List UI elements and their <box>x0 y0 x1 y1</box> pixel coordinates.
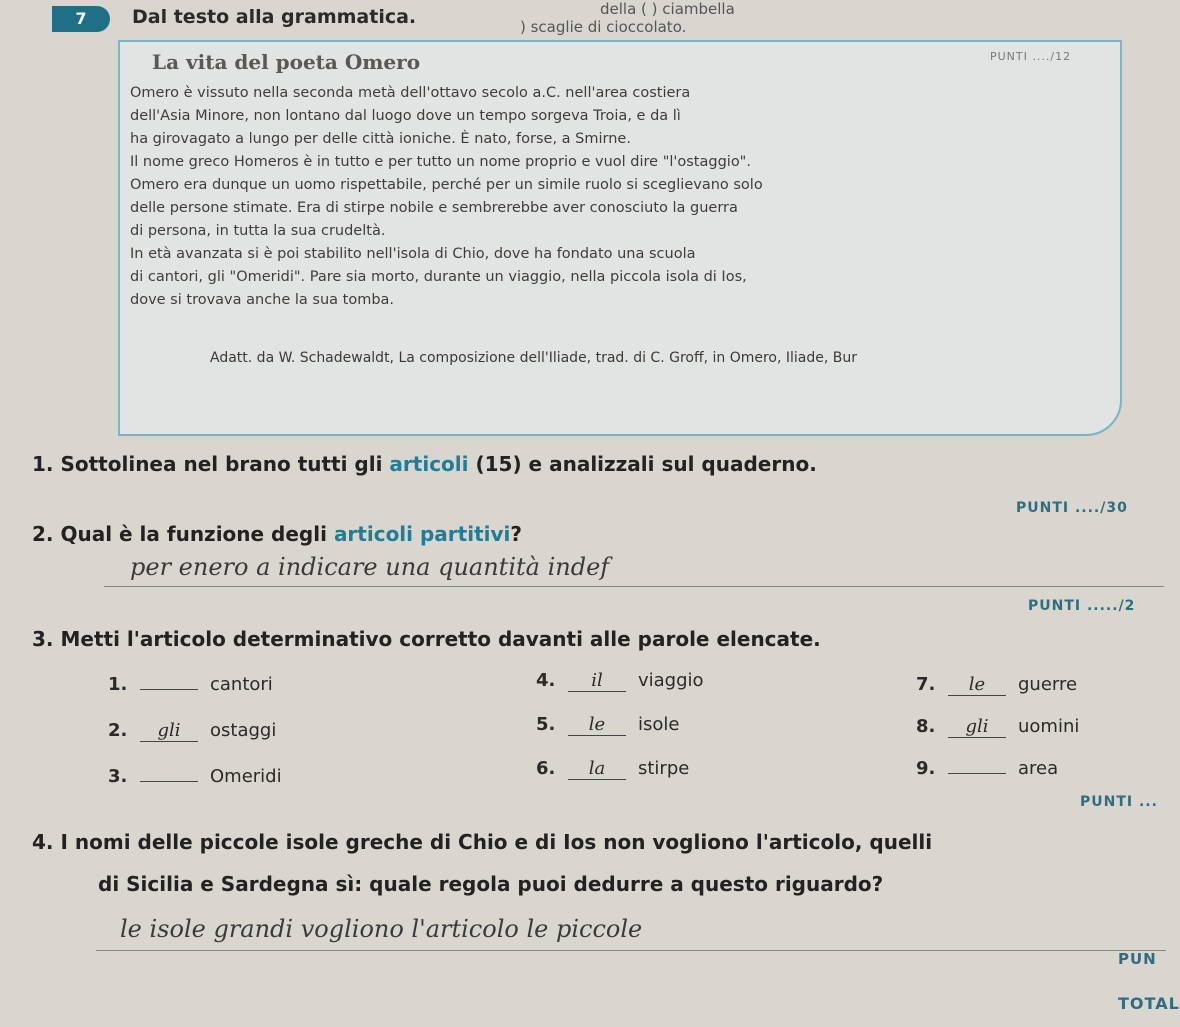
item-number: 1. <box>108 674 128 695</box>
passage-line: di persona, in tutta la sua crudeltà. <box>130 223 386 239</box>
exercise-item <box>108 766 282 787</box>
passage-line: In età avanzata si è poi stabilito nell'isola di Chio, dove ha fondato una scuola <box>130 246 696 262</box>
article-blank[interactable]: gli <box>948 716 1006 738</box>
question-2-points: PUNTI ...../2 <box>1028 598 1136 614</box>
question-1 <box>32 452 817 476</box>
question-2-answer[interactable]: per enero a indicare una quantità indef <box>130 553 610 581</box>
question-2-highlight: articoli partitivi <box>333 522 511 546</box>
top-note-line2: ) scaglie di cioccolato. <box>520 18 687 36</box>
question-2-prefix: 2. Qual è la funzione degli <box>32 522 334 546</box>
text-points: PUNTI ..../12 <box>990 50 1072 63</box>
item-number: 2. <box>108 720 128 741</box>
article-blank[interactable]: la <box>568 758 626 780</box>
exercise-item <box>916 716 1079 738</box>
item-word: area <box>1018 758 1059 779</box>
exercise-heading: Dal testo alla grammatica. <box>132 6 417 28</box>
item-word: viaggio <box>638 670 704 691</box>
top-note-line1: della ( ) ciambella <box>600 0 735 18</box>
passage-line: ha girovagato a lungo per delle città ioniche. È nato, forse, a Smirne. <box>130 131 631 147</box>
question-4-points: PUN <box>1118 950 1157 968</box>
item-word: ostaggi <box>210 720 277 741</box>
exercise-item <box>108 720 276 742</box>
question-2-suffix: ? <box>510 522 522 546</box>
article-blank[interactable] <box>140 689 198 690</box>
question-3-points: PUNTI ... <box>1080 794 1158 810</box>
item-number: 3. <box>108 766 128 787</box>
item-word: uomini <box>1018 716 1080 737</box>
article-blank[interactable] <box>948 773 1006 774</box>
exercise-item <box>108 674 273 695</box>
question-4-answer[interactable]: le isole grandi vogliono l'articolo le piccole <box>120 915 643 943</box>
item-word: stirpe <box>638 758 690 779</box>
question-4-line2: di Sicilia e Sardegna sì: quale regola puoi dedurre a questo riguardo? <box>98 872 884 896</box>
question-1-suffix: (15) e analizzali sul quaderno. <box>468 452 817 476</box>
item-word: Omeridi <box>210 766 282 787</box>
question-1-highlight: articoli <box>389 452 469 476</box>
exercise-item <box>536 714 679 736</box>
item-number: 7. <box>916 674 936 695</box>
item-number: 8. <box>916 716 936 737</box>
answer-line <box>104 586 1164 587</box>
passage-line: Omero è vissuto nella seconda metà dell'ottavo secolo a.C. nell'area costiera <box>130 85 691 101</box>
question-4-line1: 4. I nomi delle piccole isole greche di Chio e di Ios non vogliono l'articolo, quelli <box>32 830 933 854</box>
reading-passage <box>130 82 1090 312</box>
item-number: 4. <box>536 670 556 691</box>
passage-line: Omero era dunque un uomo rispettabile, perché per un simile ruolo si sceglievano solo <box>130 177 763 193</box>
article-blank[interactable]: le <box>948 674 1006 696</box>
exercise-number-badge: 7 <box>52 6 110 32</box>
article-blank[interactable]: gli <box>140 720 198 742</box>
item-word: cantori <box>210 674 273 695</box>
passage-line: dell'Asia Minore, non lontano dal luogo dove un tempo sorgeva Troia, e da lì <box>130 108 681 124</box>
article-exercise-grid <box>108 664 1128 814</box>
article-blank[interactable]: le <box>568 714 626 736</box>
exercise-item <box>916 674 1077 696</box>
article-blank[interactable]: il <box>568 670 626 692</box>
question-1-points: PUNTI ..../30 <box>1016 500 1128 516</box>
total-points: TOTAL <box>1118 994 1180 1013</box>
text-source: Adatt. da W. Schadewaldt, La composizione dell'Iliade, trad. di C. Groff, in Omero, Iliade, Bur <box>210 350 858 366</box>
exercise-item <box>916 758 1058 779</box>
question-3: 3. Metti l'articolo determinativo corretto davanti alle parole elencate. <box>32 627 821 651</box>
item-number: 9. <box>916 758 936 779</box>
text-title: La vita del poeta Omero <box>152 50 421 74</box>
answer-line <box>96 950 1166 951</box>
item-number: 6. <box>536 758 556 779</box>
item-word: guerre <box>1018 674 1078 695</box>
item-word: isole <box>638 714 680 735</box>
passage-line: Il nome greco Homeros è in tutto e per tutto un nome proprio e vuol dire "l'ostaggio". <box>130 154 751 170</box>
exercise-item <box>536 670 704 692</box>
passage-line: dove si trovava anche la sua tomba. <box>130 292 395 308</box>
question-1-prefix: 1. Sottolinea nel brano tutti gli <box>32 452 390 476</box>
passage-line: delle persone stimate. Era di stirpe nobile e sembrerebbe aver conosciuto la guerra <box>130 200 738 216</box>
exercise-item <box>536 758 689 780</box>
passage-line: di cantori, gli "Omeridi". Pare sia morto, durante un viaggio, nella piccola isola di Ios, <box>130 269 747 285</box>
article-blank[interactable] <box>140 781 198 782</box>
item-number: 5. <box>536 714 556 735</box>
question-2 <box>32 522 522 546</box>
